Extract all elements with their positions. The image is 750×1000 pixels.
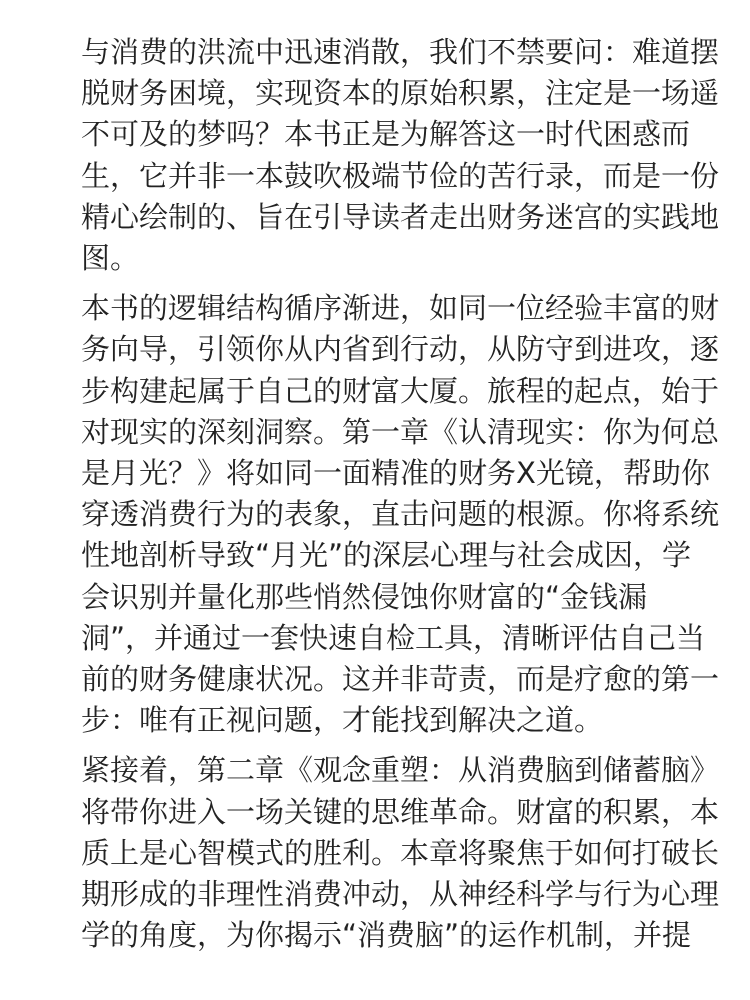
paragraph-2-line-7: 性地剖析导致“月光”的深层心理与社会成因，学	[81, 538, 692, 573]
paragraph-2-line-9: 洞”，并通过一套快速自检工具，清晰评估自己当	[81, 620, 706, 655]
paragraph-3-line-1: 紧接着，第二章《观念重塑：从消费脑到储蓄脑》	[81, 753, 720, 788]
paragraph-2-line-6: 穿透消费行为的表象，直击问题的根源。你将系统	[81, 497, 720, 532]
paragraph-1-line-1: 与消费的洪流中迅速消散，我们不禁要问：难道摆	[81, 35, 720, 69]
paragraph-2-line-8: 会识别并量化那些悄然侵蚀你财富的“金钱漏	[81, 579, 648, 614]
paragraph-3-line-5: 学的角度，为你揭示“消费脑”的运作机制，并提	[81, 918, 692, 953]
paragraph-1-line-3: 不可及的梦吗？本书正是为解答这一时代困惑而	[81, 117, 691, 152]
paragraph-2-line-3: 步构建起属于自己的财富大厦。旅程的起点，始于	[81, 373, 720, 408]
paragraph-1-line-2: 脱财务困境，实现资本的原始积累，注定是一场遥	[81, 76, 720, 111]
paragraph-1-line-4: 生，它并非一本鼓吹极端节俭的苦行录，而是一份	[81, 158, 720, 193]
paragraph-2-line-10: 前的财务健康状况。这并非苛责，而是疗愈的第一	[81, 662, 720, 696]
paragraph-1-line-6: 图。	[81, 241, 140, 275]
paragraph-2-line-4: 对现实的深刻洞察。第一章《认清现实：你为何总	[81, 414, 720, 449]
paragraph-3-line-3: 质上是心智模式的胜利。本章将聚焦于如何打破长	[81, 835, 720, 870]
paragraph-2-line-5: 是月光？》将如同一面精准的财务X光镜，帮助你	[81, 456, 710, 490]
paragraph-2-line-11: 步：唯有正视问题，才能找到解决之道。	[81, 703, 604, 738]
paragraph-3-line-2: 将带你进入一场关键的思维革命。财富的积累，本	[81, 794, 720, 829]
paragraph-1-line-5: 精心绘制的、旨在引导读者走出财务迷宫的实践地	[81, 199, 720, 234]
paragraph-2-line-2: 务向导，引领你从内省到行动，从防守到进攻，逐	[81, 332, 720, 367]
paragraph-3-line-4: 期形成的非理性消费冲动，从神经科学与行为心理	[81, 877, 720, 911]
paragraph-2-line-1: 本书的逻辑结构循序渐进，如同一位经验丰富的财	[81, 291, 720, 326]
